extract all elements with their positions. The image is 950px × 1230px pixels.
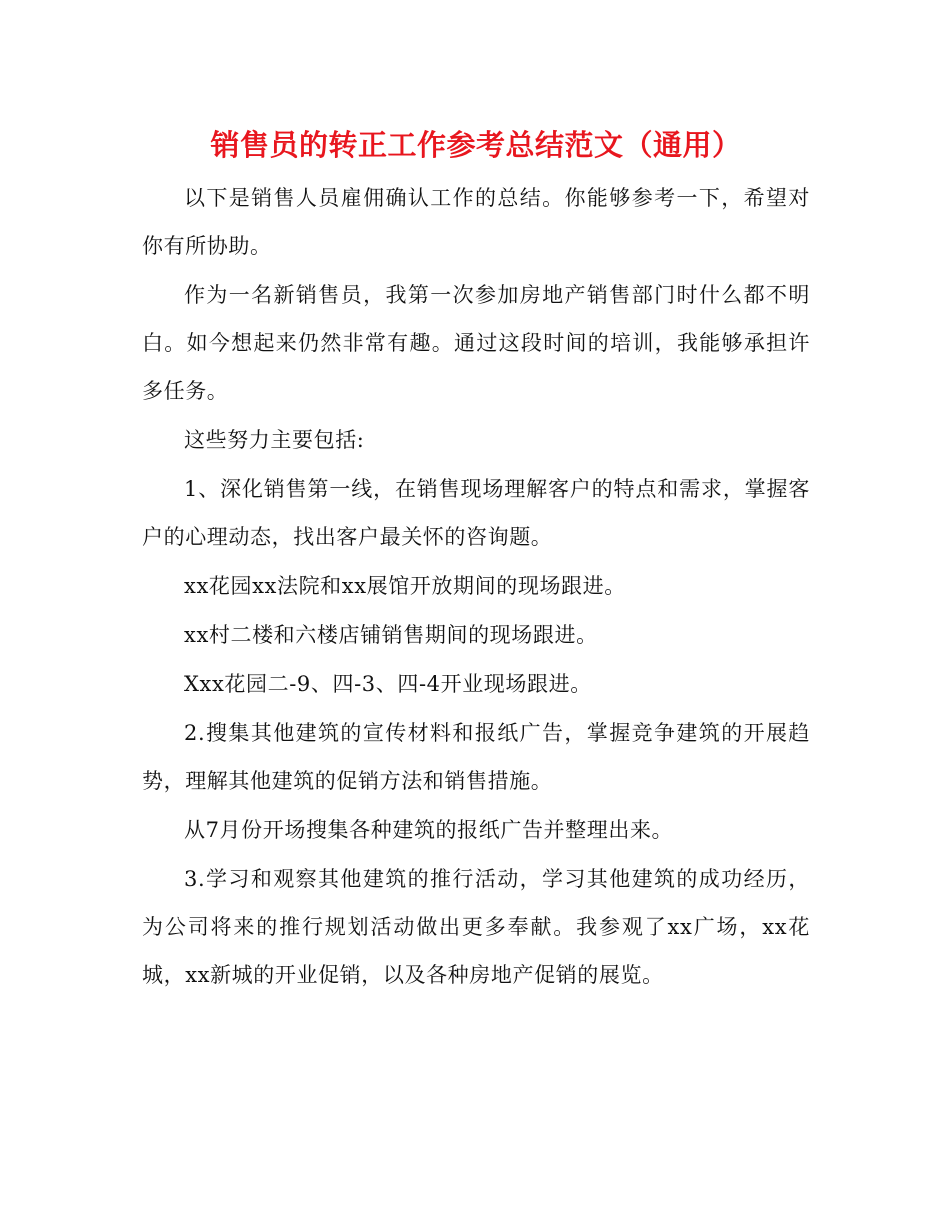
paragraph-item-2: 2.搜集其他建筑的宣传材料和报纸广告，掌握竞争建筑的开展趋势，理解其他建筑的促销方法和销售措施。 bbox=[142, 721, 810, 793]
document-body bbox=[142, 174, 810, 999]
paragraph-followup-2: xx村二楼和六楼店铺销售期间的现场跟进。 bbox=[184, 623, 598, 647]
paragraph-new-salesperson: 作为一名新销售员，我第一次参加房地产销售部门时什么都不明白。如今想起来仍然非常有趣。通过这段时间的培训，我能够承担许多任务。 bbox=[142, 283, 810, 403]
paragraph-item-3: 3.学习和观察其他建筑的推行活动，学习其他建筑的成功经历，为公司将来的推行规划活动做出更多奉献。我参观了xx广场，xx花城，xx新城的开业促销，以及各种房地产促销的展览。 bbox=[142, 867, 810, 987]
paragraph-efforts-heading: 这些努力主要包括: bbox=[184, 428, 365, 452]
paragraph-ads-collection: 从7月份开场搜集各种建筑的报纸广告并整理出来。 bbox=[184, 818, 674, 842]
paragraph-followup-3: Xxx花园二-9、四-3、四-4开业现场跟进。 bbox=[184, 672, 592, 696]
paragraph-intro: 以下是销售人员雇佣确认工作的总结。你能够参考一下，希望对你有所协助。 bbox=[142, 186, 810, 258]
document-title: 销售员的转正工作参考总结范文（通用） bbox=[210, 128, 742, 162]
paragraph-followup-1: xx花园xx法院和xx展馆开放期间的现场跟进。 bbox=[184, 574, 626, 598]
paragraph-item-1: 1、深化销售第一线，在销售现场理解客户的特点和需求，掌握客户的心理动态，找出客户最关怀的咨询题。 bbox=[142, 477, 810, 549]
